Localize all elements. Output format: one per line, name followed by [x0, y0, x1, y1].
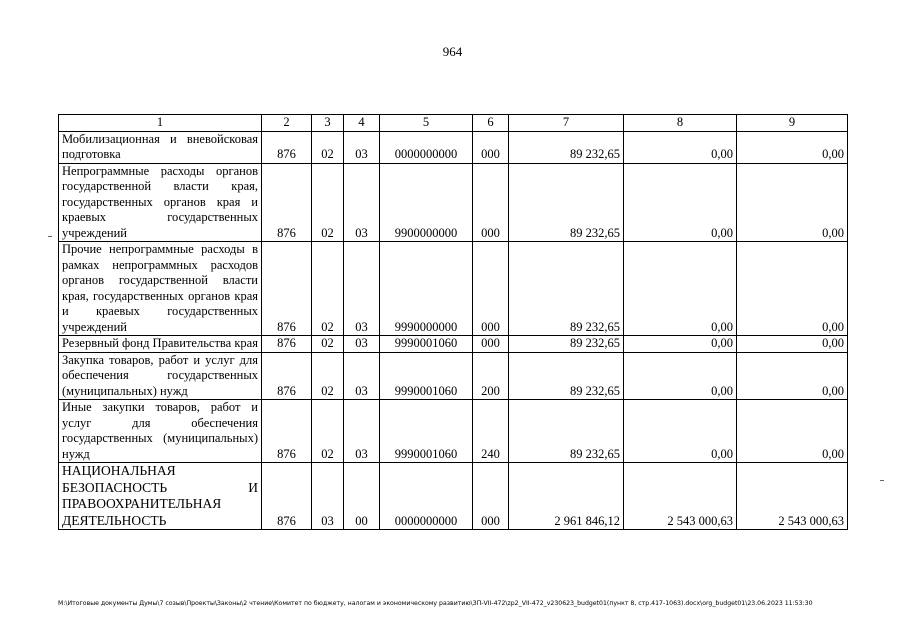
- cell-amount: 89 232,65: [509, 131, 624, 163]
- cell-expense-type: 200: [473, 352, 509, 400]
- column-header-row: [59, 115, 848, 132]
- cell-expense-type: 000: [473, 242, 509, 336]
- budget-table: [58, 114, 848, 530]
- cell-subsection: 03: [344, 400, 380, 463]
- column-header: 1: [59, 115, 262, 132]
- cell-subsection: 00: [344, 463, 380, 530]
- cell-section: 02: [312, 336, 344, 353]
- cell-amount: 0,00: [737, 242, 848, 336]
- cell-ministry-code: 876: [262, 400, 312, 463]
- column-header: 8: [624, 115, 737, 132]
- cell-subsection: 03: [344, 163, 380, 242]
- cell-section: 02: [312, 400, 344, 463]
- cell-expense-type: 000: [473, 463, 509, 530]
- cell-target-article: 0000000000: [380, 463, 473, 530]
- footer-file-path: M:\Итоговые документы Думы\7 созыв\Проекты\Законы\2 чтение\Комитет по бюджету, налогам и экономическому развитию\ЗП-VII-472\zp2_VII-472_v230623_budget01(пункт 8, стр.417-1063).docx\org_budget01\23.06.2023 11:53:30: [58, 600, 813, 607]
- cell-target-article: 9900000000: [380, 163, 473, 242]
- column-header: 7: [509, 115, 624, 132]
- column-header: 4: [344, 115, 380, 132]
- cell-target-article: 0000000000: [380, 131, 473, 163]
- cell-amount: 0,00: [624, 131, 737, 163]
- row-name: НАЦИОНАЛЬНАЯ БЕЗОПАСНОСТЬ И ПРАВООХРАНИТЕЛЬНАЯ ДЕЯТЕЛЬНОСТЬ: [59, 463, 262, 530]
- table-row: [59, 131, 848, 163]
- table-row: [59, 463, 848, 530]
- cell-amount: 89 232,65: [509, 242, 624, 336]
- row-name: Непрограммные расходы органов государственной власти края, государственных органов края и краевых государственных учреждений: [59, 163, 262, 242]
- row-name: Резервный фонд Правительства края: [59, 336, 262, 353]
- row-name: Закупка товаров, работ и услуг для обеспечения государственных (муниципальных) нужд: [59, 352, 262, 400]
- cell-ministry-code: 876: [262, 336, 312, 353]
- cell-amount: 0,00: [737, 336, 848, 353]
- column-header: 9: [737, 115, 848, 132]
- row-name: Мобилизационная и вневойсковая подготовка: [59, 131, 262, 163]
- cell-amount: 0,00: [624, 400, 737, 463]
- page-number: 964: [442, 44, 463, 59]
- cell-subsection: 03: [344, 242, 380, 336]
- cell-amount: 89 232,65: [509, 400, 624, 463]
- cell-expense-type: 240: [473, 400, 509, 463]
- cell-amount: 89 232,65: [509, 163, 624, 242]
- margin-mark: [880, 480, 884, 481]
- cell-amount: 2 543 000,63: [737, 463, 848, 530]
- column-header: 2: [262, 115, 312, 132]
- column-header: 3: [312, 115, 344, 132]
- cell-expense-type: 000: [473, 163, 509, 242]
- cell-target-article: 9990001060: [380, 336, 473, 353]
- cell-amount: 0,00: [737, 400, 848, 463]
- cell-section: 02: [312, 352, 344, 400]
- row-name: Иные закупки товаров, работ и услуг для обеспечения государственных (муниципальных) нужд: [59, 400, 262, 463]
- cell-expense-type: 000: [473, 336, 509, 353]
- cell-amount: 0,00: [624, 163, 737, 242]
- cell-amount: 2 543 000,63: [624, 463, 737, 530]
- table-row: [59, 352, 848, 400]
- cell-subsection: 03: [344, 352, 380, 400]
- column-header: 6: [473, 115, 509, 132]
- cell-section: 02: [312, 163, 344, 242]
- cell-section: 02: [312, 131, 344, 163]
- cell-section: 03: [312, 463, 344, 530]
- cell-expense-type: 000: [473, 131, 509, 163]
- cell-amount: 89 232,65: [509, 352, 624, 400]
- row-name: Прочие непрограммные расходы в рамках непрограммных расходов органов государственной власти края, государственных органов края и краевых государственных учреждений: [59, 242, 262, 336]
- cell-ministry-code: 876: [262, 242, 312, 336]
- cell-amount: 2 961 846,12: [509, 463, 624, 530]
- cell-subsection: 03: [344, 131, 380, 163]
- table-row: [59, 242, 848, 336]
- cell-section: 02: [312, 242, 344, 336]
- cell-ministry-code: 876: [262, 352, 312, 400]
- table-row: [59, 400, 848, 463]
- cell-ministry-code: 876: [262, 163, 312, 242]
- cell-amount: 0,00: [737, 131, 848, 163]
- cell-amount: 0,00: [624, 242, 737, 336]
- cell-amount: 0,00: [624, 336, 737, 353]
- table-row: [59, 163, 848, 242]
- cell-ministry-code: 876: [262, 131, 312, 163]
- cell-amount: 89 232,65: [509, 336, 624, 353]
- cell-target-article: 9990000000: [380, 242, 473, 336]
- cell-amount: 0,00: [624, 352, 737, 400]
- table-row: [59, 336, 848, 353]
- cell-ministry-code: 876: [262, 463, 312, 530]
- cell-target-article: 9990001060: [380, 400, 473, 463]
- cell-target-article: 9990001060: [380, 352, 473, 400]
- cell-subsection: 03: [344, 336, 380, 353]
- cell-amount: 0,00: [737, 163, 848, 242]
- column-header: 5: [380, 115, 473, 132]
- cell-amount: 0,00: [737, 352, 848, 400]
- margin-mark: [48, 236, 52, 237]
